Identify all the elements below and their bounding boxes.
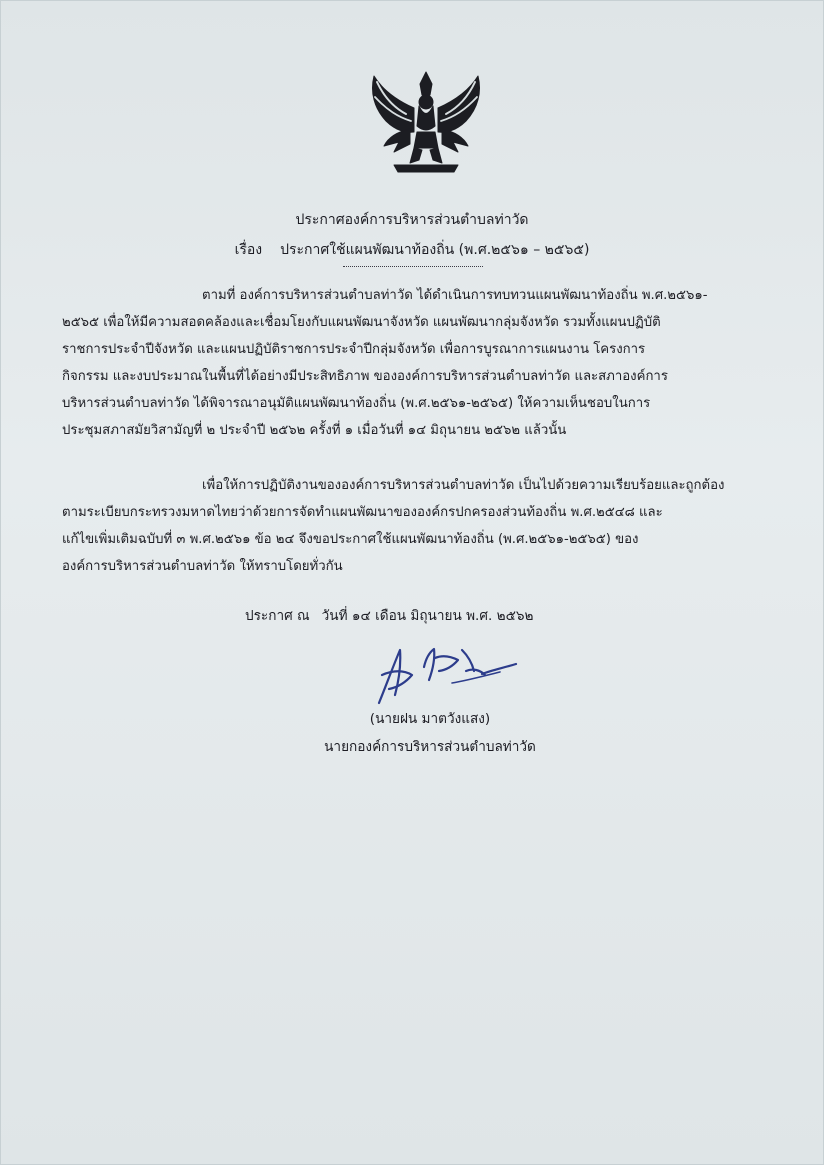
paragraph-2-line: แก้ไขเพิ่มเติมฉบับที่ ๓ พ.ศ.๒๕๖๑ ข้อ ๒๔ จึงขอประกาศใช้แผนพัฒนาท้องถิ่น (พ.ศ.๒๕๖๑-๒๕๖๕) ของ <box>62 532 639 547</box>
paragraph-2-line: เพื่อให้การปฏิบัติงานขององค์การบริหารส่วนตำบลท่าวัด เป็นไปด้วยความเรียบร้อยและถูกต้อง <box>202 478 725 493</box>
announcement-title: ประกาศองค์การบริหารส่วนตำบลท่าวัด <box>295 212 529 228</box>
paragraph-2-line: ตามระเบียบกระทรวงมหาดไทยว่าด้วยการจัดทำแผนพัฒนาขององค์กรปกครองส่วนท้องถิ่น พ.ศ.๒๕๔๘ และ <box>62 505 663 520</box>
paragraph-1-line: กิจกรรม และงบประมาณในพื้นที่ได้อย่างมีประสิทธิภาพ ขององค์การบริหารส่วนตำบลท่าวัด และสภาองค์การ <box>62 369 668 384</box>
subject-text: ประกาศใช้แผนพัฒนาท้องถิ่น (พ.ศ.๒๕๖๑ – ๒๕๖๕) <box>280 242 590 258</box>
paragraph-1-line: ตามที่ องค์การบริหารส่วนตำบลท่าวัด ได้ดำเนินการทบทวนแผนพัฒนาท้องถิ่น พ.ศ.๒๕๖๑- <box>202 288 708 303</box>
announcement-header <box>0 205 824 265</box>
announce-label: ประกาศ ณ <box>245 608 310 624</box>
subject-label: เรื่อง <box>234 242 263 258</box>
signer-name: (นายฝน มาตวังแสง) <box>369 711 491 727</box>
paragraph-1-line: บริหารส่วนตำบลท่าวัด ได้พิจารณาอนุมัติแผนพัฒนาท้องถิ่น (พ.ศ.๒๕๖๑-๒๕๖๕) ให้ความเห็นชอบในการ <box>62 396 651 411</box>
paragraph-1 <box>62 282 762 444</box>
garuda-emblem-icon <box>362 66 490 178</box>
handwritten-signature-icon <box>370 640 528 710</box>
paragraph-1-line: ราชการประจำปีจังหวัด และแผนปฏิบัติราชการประจำปีกลุ่มจังหวัด เพื่อการบูรณาการแผนงาน โครงการ <box>62 342 646 357</box>
announcement-date-line <box>245 602 645 630</box>
paragraph-1-line: ประชุมสภาสมัยวิสามัญที่ ๒ ประจำปี ๒๕๖๒ ครั้งที่ ๑ เมื่อวันที่ ๑๔ มิถุนายน ๒๕๖๒ แล้วนั้น <box>62 423 567 438</box>
announce-date: วันที่ ๑๔ เดือน มิถุนายน พ.ศ. ๒๕๖๒ <box>321 608 534 624</box>
dotted-divider <box>343 266 483 267</box>
announcement-subject-line <box>0 235 824 265</box>
paragraph-2-line: องค์การบริหารส่วนตำบลท่าวัด ให้ทราบโดยทั่วกัน <box>62 559 343 574</box>
signer-block <box>300 705 560 761</box>
signer-position: นายกองค์การบริหารส่วนตำบลท่าวัด <box>324 739 536 755</box>
paragraph-2 <box>62 472 762 580</box>
paragraph-1-line: ๒๕๖๕ เพื่อให้มีความสอดคล้องและเชื่อมโยงกับแผนพัฒนาจังหวัด แผนพัฒนากลุ่มจังหวัด รวมทั้งแผนปฏิบัติ <box>62 315 661 330</box>
